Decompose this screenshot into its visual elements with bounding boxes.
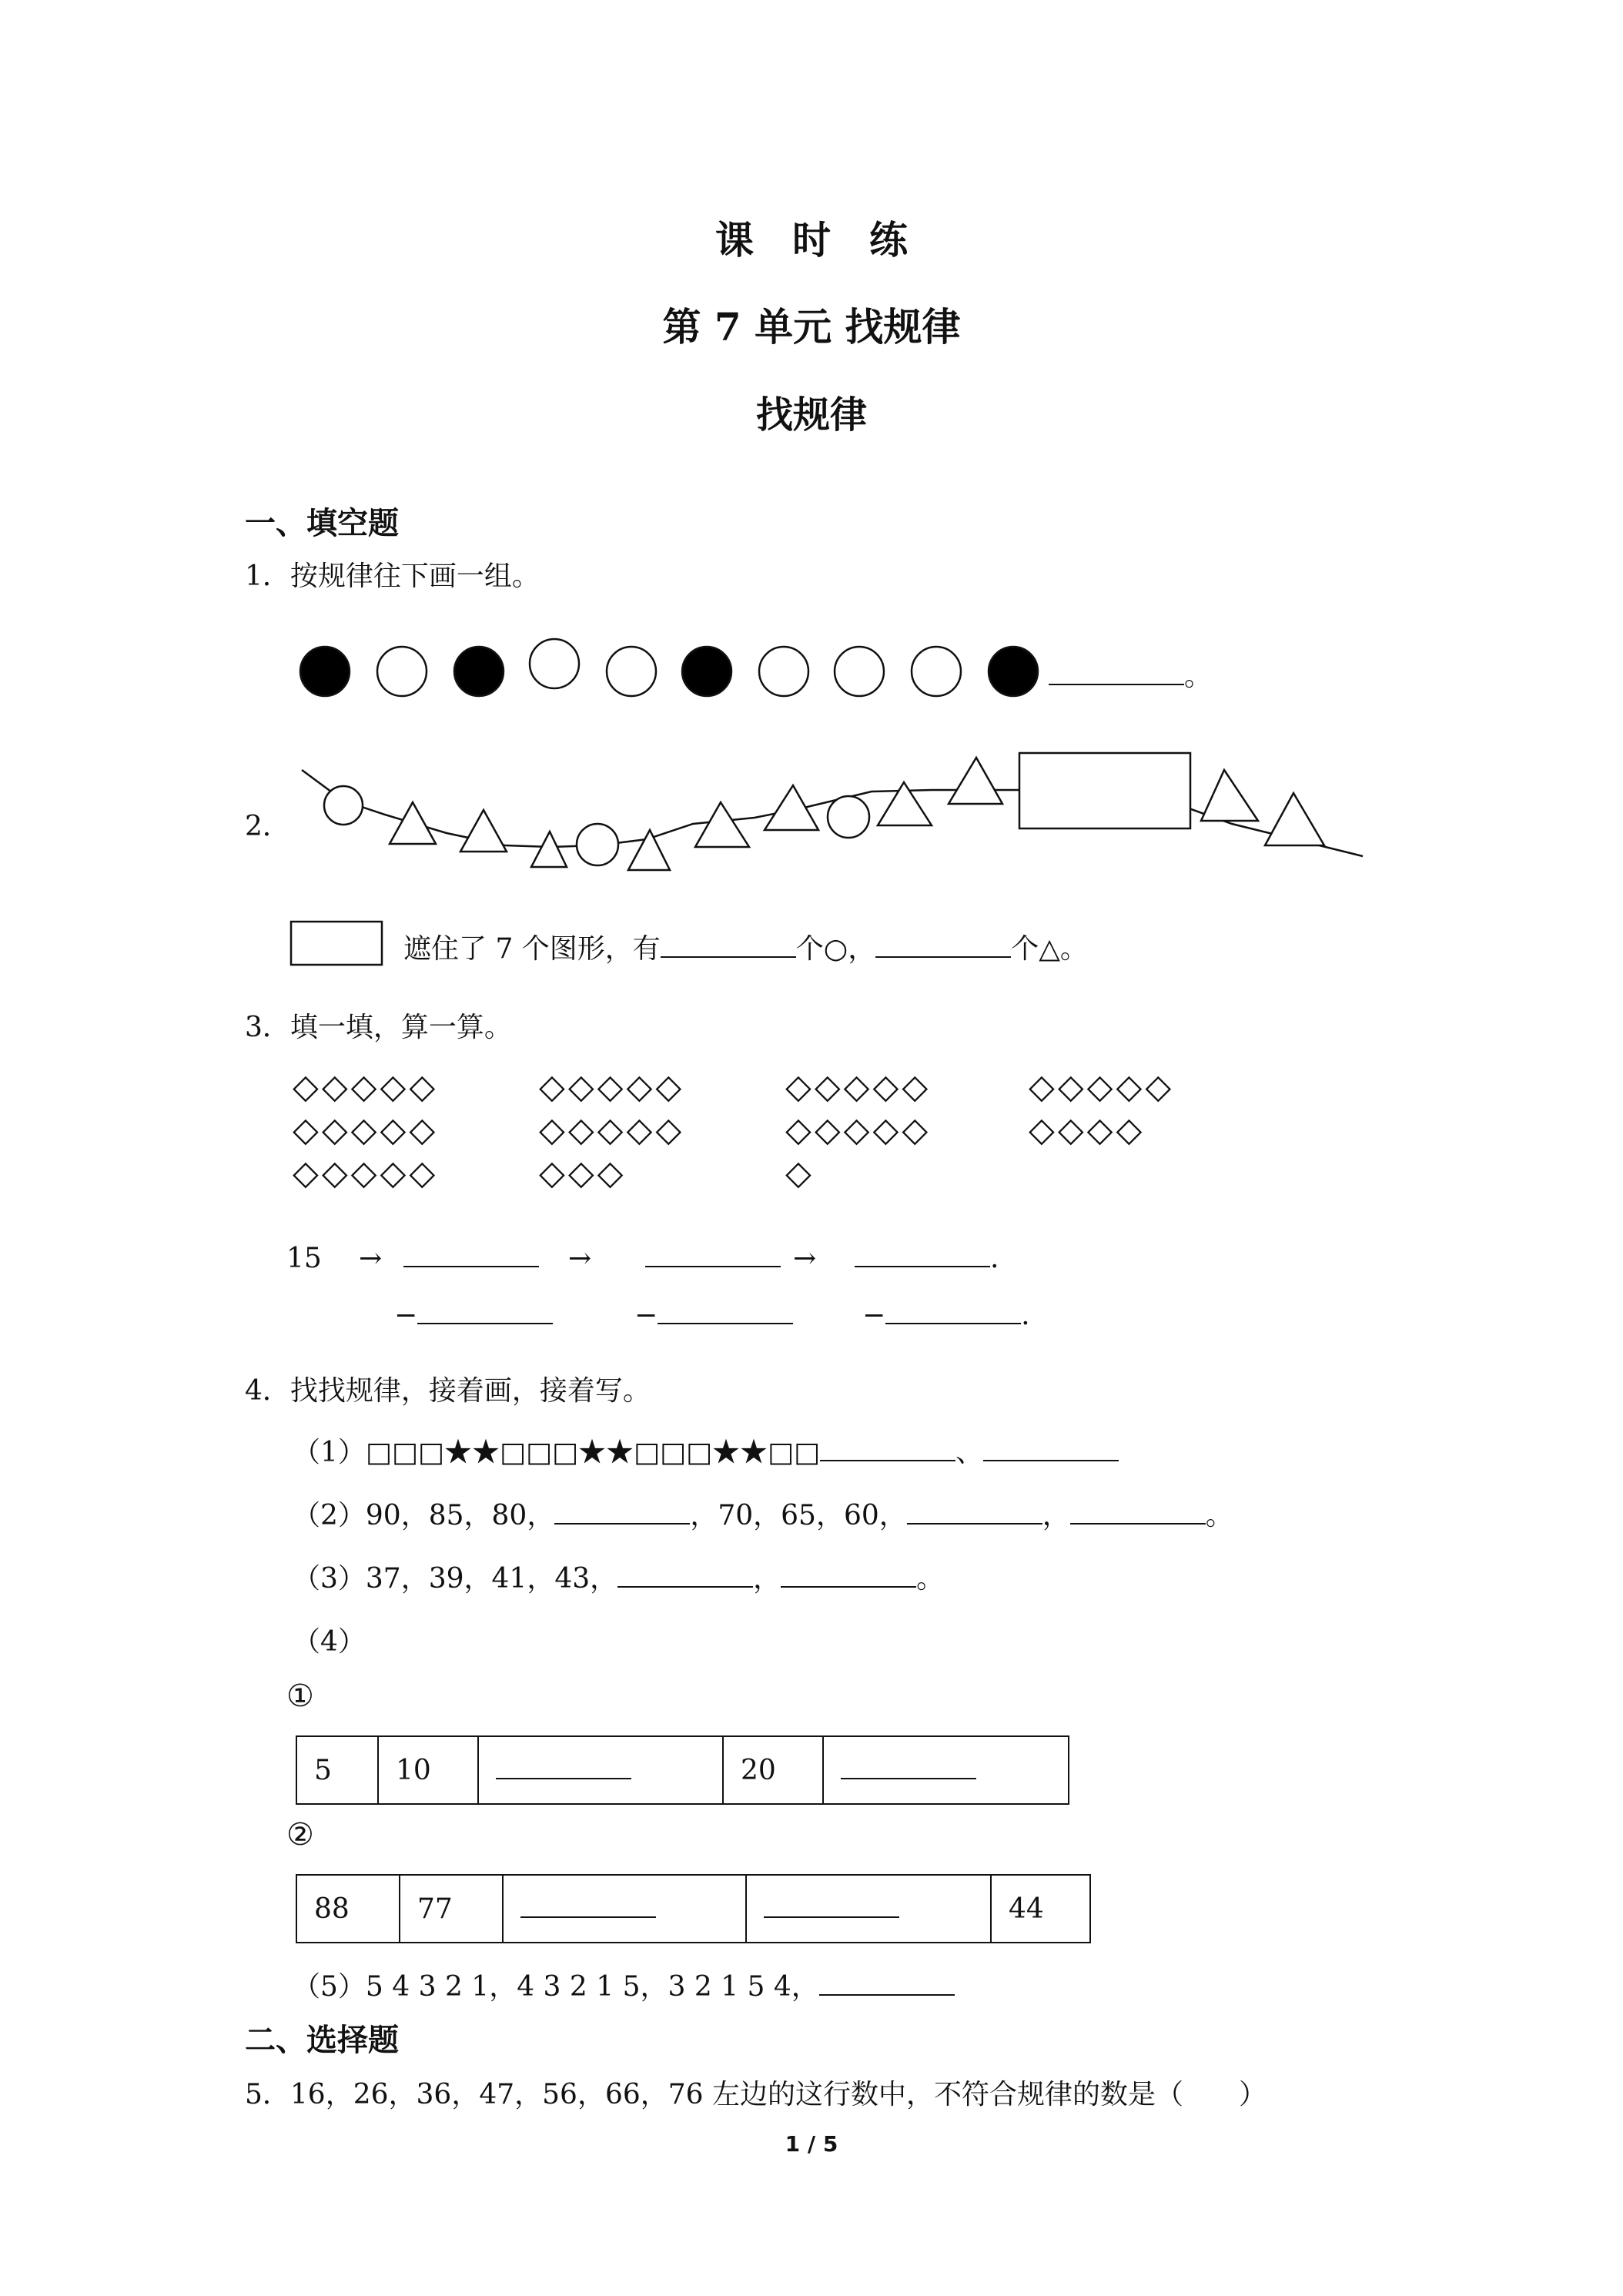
q3-diff-3: − . bbox=[862, 1300, 1030, 1331]
triangle-shape bbox=[628, 830, 670, 870]
triangle-shape bbox=[390, 802, 436, 844]
table-cell: 10 bbox=[378, 1736, 478, 1804]
q3-start-number: 15 bbox=[286, 1243, 322, 1274]
section-heading-choice: 二、选择题 bbox=[245, 2023, 399, 2058]
triangle-shape bbox=[1265, 793, 1324, 845]
q4-p2-blank-1[interactable] bbox=[554, 1500, 690, 1525]
filled-circle bbox=[454, 647, 504, 696]
section-heading-fill: 一、填空题 bbox=[245, 506, 399, 541]
q1-text: 1．按规律往下画一组。 bbox=[245, 561, 540, 592]
q1-blank[interactable] bbox=[1049, 661, 1184, 685]
diamond-group-1: ◇◇◇◇◇ ◇◇◇◇◇ ◇◇◇◇◇ bbox=[293, 1067, 439, 1193]
q4-text: 4．找找规律，接着画，接着写。 bbox=[245, 1375, 651, 1407]
q5-text: 5．16，26，36，47，56，66，76 左边的这行数中，不符合规律的数是（ ） bbox=[245, 2079, 1267, 2110]
table-cell-blank[interactable] bbox=[823, 1736, 1069, 1804]
triangle-shape bbox=[460, 810, 507, 852]
diamond-group-4: ◇◇◇◇◇ ◇◇◇◇ bbox=[1029, 1067, 1175, 1150]
q3-diff-blank-3[interactable] bbox=[885, 1300, 1021, 1324]
page-number: 1 / 5 bbox=[785, 2131, 838, 2157]
q1-answer-line[interactable]: 。 bbox=[1049, 654, 1212, 694]
table-cell-blank[interactable] bbox=[478, 1736, 723, 1804]
q3-blank-2[interactable] bbox=[645, 1243, 781, 1267]
q2-circle-count-blank[interactable] bbox=[661, 933, 796, 958]
diamond-group-2: ◇◇◇◇◇ ◇◇◇◇◇ ◇◇◇ bbox=[539, 1067, 685, 1193]
cover-rectangle bbox=[1019, 753, 1190, 828]
q4-part5: （5）5 4 3 2 1，4 3 2 1 5，3 2 1 5 4， bbox=[293, 1965, 955, 2004]
circled-two-label: ② bbox=[286, 1817, 314, 1853]
q4-p1-blank-1[interactable] bbox=[820, 1437, 955, 1461]
q4-part2: （2）90，85，80， ，70，65，60， ， 。 bbox=[293, 1500, 1233, 1531]
empty-circle bbox=[530, 639, 579, 688]
filled-circle bbox=[682, 647, 731, 696]
q3-blank-3[interactable] bbox=[855, 1243, 990, 1267]
q4-p1-blank-2[interactable] bbox=[983, 1437, 1119, 1461]
empty-circle bbox=[377, 647, 427, 696]
q1-circle-sequence bbox=[285, 631, 1055, 701]
q4-p3-blank-1[interactable] bbox=[617, 1563, 753, 1588]
table-cell: 88 bbox=[296, 1875, 400, 1943]
q4-part4: （4） bbox=[293, 1626, 366, 1658]
q3-diff-1: − bbox=[394, 1300, 553, 1331]
sequence-table-1 bbox=[296, 1735, 1069, 1805]
diamond-group-3: ◇◇◇◇◇ ◇◇◇◇◇ ◇ bbox=[785, 1067, 932, 1193]
triangle-shape bbox=[695, 802, 749, 847]
triangle-shape bbox=[878, 782, 932, 825]
page-title: 课 时 练 bbox=[715, 217, 908, 263]
cover-box-icon bbox=[289, 920, 385, 968]
q2-shape-string bbox=[293, 747, 1370, 885]
q4-part1: （1）□□□★★□□□★★□□□★★□□ 、 bbox=[293, 1431, 1119, 1470]
empty-circle bbox=[607, 647, 656, 696]
lesson-title: 找规律 bbox=[755, 393, 867, 437]
q2-triangle-count-blank[interactable] bbox=[875, 933, 1011, 958]
table-cell: 44 bbox=[991, 1875, 1090, 1943]
q3-diff-blank-1[interactable] bbox=[417, 1300, 553, 1324]
q4-p3-blank-2[interactable] bbox=[781, 1563, 916, 1588]
q4-p2-blank-3[interactable] bbox=[1070, 1500, 1206, 1525]
triangle-shape bbox=[765, 785, 818, 830]
q4-part3: （3）37，39，41，43， ， 。 bbox=[293, 1563, 945, 1595]
circled-one-label: ① bbox=[286, 1678, 314, 1714]
q4-p2-blank-2[interactable] bbox=[907, 1500, 1042, 1525]
circle-shape bbox=[828, 796, 869, 838]
table-cell-blank[interactable] bbox=[503, 1875, 746, 1943]
circle-shape bbox=[324, 786, 363, 825]
empty-circle bbox=[759, 647, 808, 696]
table-cell-blank[interactable] bbox=[746, 1875, 991, 1943]
empty-circle bbox=[912, 647, 961, 696]
q3-blank-1[interactable] bbox=[403, 1243, 539, 1267]
unit-title: 第 7 单元 找规律 bbox=[662, 304, 961, 350]
circle-shape bbox=[577, 824, 618, 865]
filled-circle bbox=[300, 647, 350, 696]
triangle-shape bbox=[949, 758, 1002, 804]
q3-diff-2: − bbox=[634, 1300, 793, 1331]
q2-question: 遮住了 7 个图形，有 个○， 个△。 bbox=[403, 933, 1088, 965]
q2-number: 2． bbox=[245, 811, 290, 842]
empty-circle bbox=[835, 647, 884, 696]
q3-text: 3．填一填，算一算。 bbox=[245, 1012, 512, 1043]
triangle-shape bbox=[531, 832, 567, 867]
table-cell: 5 bbox=[296, 1736, 378, 1804]
triangle-shape bbox=[1201, 770, 1258, 821]
table-cell: 77 bbox=[400, 1875, 503, 1943]
table-cell: 20 bbox=[723, 1736, 823, 1804]
sequence-table-2 bbox=[296, 1874, 1091, 1943]
arrow-icon: → bbox=[359, 1243, 383, 1274]
q4-p5-blank[interactable] bbox=[819, 1971, 955, 1996]
arrow-icon: → bbox=[793, 1243, 817, 1274]
filled-circle bbox=[989, 647, 1038, 696]
arrow-icon: → bbox=[568, 1243, 592, 1274]
q3-diff-blank-2[interactable] bbox=[658, 1300, 793, 1324]
